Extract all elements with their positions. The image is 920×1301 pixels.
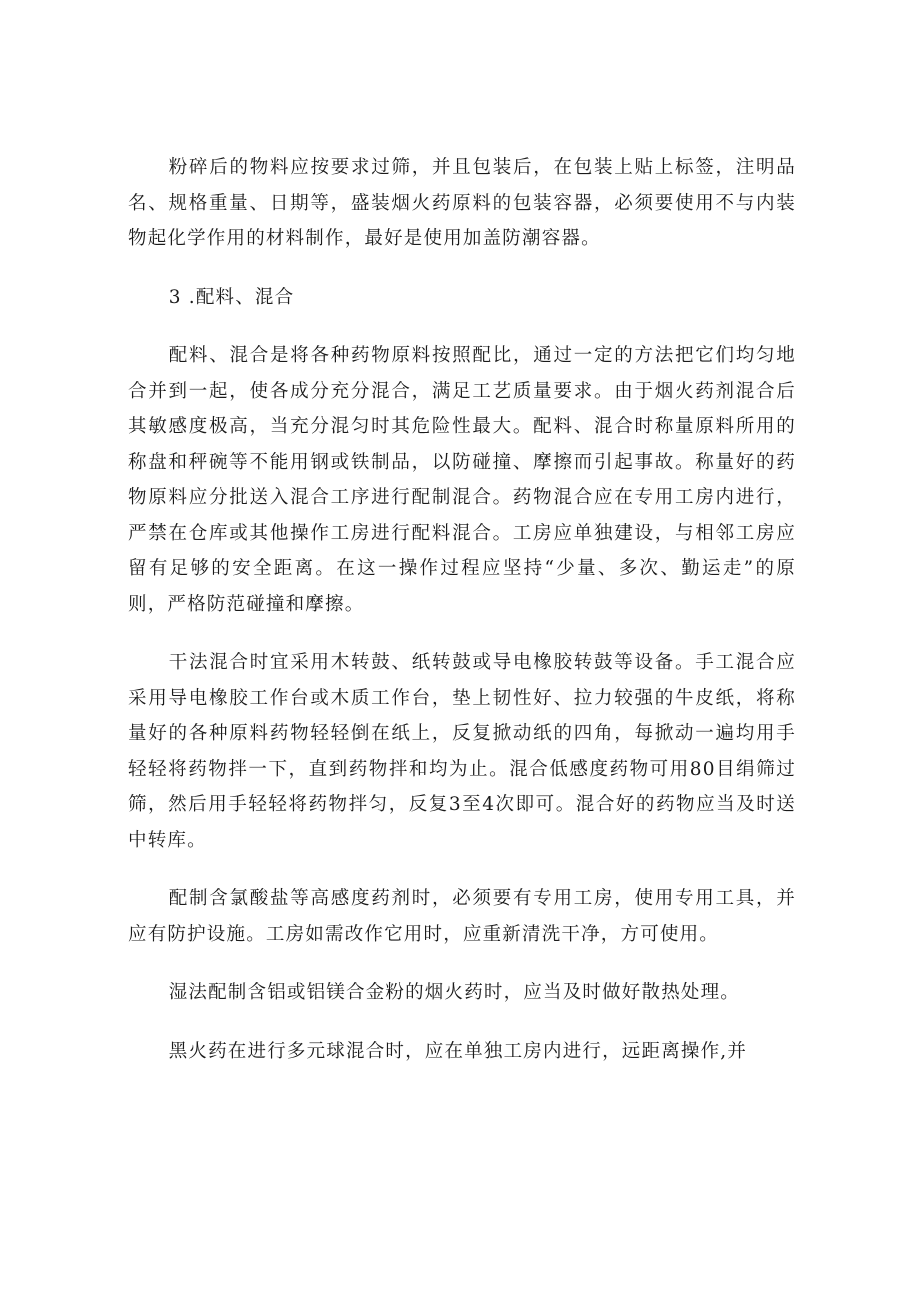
paragraph-wet-mixing: 湿法配制含铝或铝镁合金粉的烟火药时，应当及时做好散热处理。 bbox=[168, 982, 740, 1003]
document-body bbox=[128, 150, 796, 1092]
section-heading-mixing: 3 .配料、混合 bbox=[168, 286, 295, 308]
paragraph-black-powder: 黑火药在进行多元球混合时，应在单独工房内进行，远距离操作,并 bbox=[168, 1040, 748, 1062]
paragraph-mixing-overview: 配料、混合是将各种药物原料按照配比，通过一定的方法把它们均匀地合并到一起，使各成分充分混合，满足工艺质量要求。由于烟火药剂混合后其敏感度极高，当充分混匀时其危险性最大。配料、混合时称量原料所用的称盘和秤碗等不能用钢或铁制品，以防碰撞、摩擦而引起事故。称量好的药物原料应分批送入混合工序进行配制混合。药物混合应在专用工房内进行，严禁在仓库或其他操作工房进行配料混合。工房应单独建设，与相邻工房应留有足够的安全距离。在这一操作过程应坚持“少量、多次、勤运走”的原则，严格防范碰撞和摩擦。 bbox=[128, 345, 796, 615]
paragraph-packaging: 粉碎后的物料应按要求过筛，并且包装后，在包装上贴上标签，注明品名、规格重量、日期等，盛装烟火药原料的包装容器，必须要使用不与内装物起化学作用的材料制作，最好是使用加盖防潮容器。 bbox=[128, 157, 796, 249]
paragraph-chlorate: 配制含氯酸盐等高感度药剂时，必须要有专用工房，使用专用工具，并应有防护设施。工房如需改作它用时，应重新清洗干净，方可使用。 bbox=[128, 888, 796, 945]
paragraph-dry-mixing: 干法混合时宜采用木转鼓、纸转鼓或导电橡胶转鼓等设备。手工混合应采用导电橡胶工作台或木质工作台，垫上韧性好、拉力较强的牛皮纸，将称量好的各种原料药物轻轻倒在纸上，反复掀动纸的四角，每掀动一遍均用手轻轻将药物拌一下，直到药物拌和均为止。混合低感度药物可用80目绢筛过筛，然后用手轻轻将药物拌匀，反复3至4次即可。混合好的药物应当及时送中转库。 bbox=[128, 652, 796, 851]
